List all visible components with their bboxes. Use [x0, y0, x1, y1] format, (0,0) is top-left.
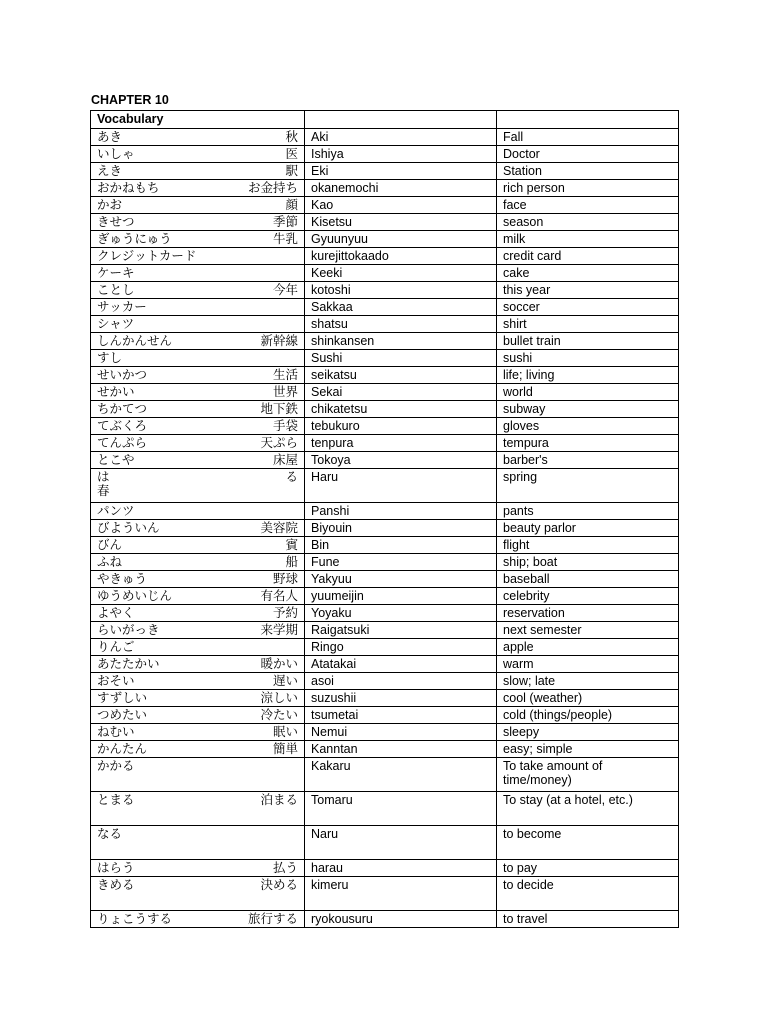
english-cell: flight: [497, 537, 679, 554]
romaji-cell: tenpura: [305, 435, 497, 452]
english-cell: easy; simple: [497, 741, 679, 758]
kanji-text: 決める: [260, 878, 298, 892]
kana-kanji-cell: [91, 520, 305, 537]
kanji-text: る: [285, 470, 298, 484]
romaji-cell: shinkansen: [305, 333, 497, 350]
kana-text: すし: [97, 351, 123, 365]
english-cell: reservation: [497, 605, 679, 622]
kana-kanji-cell: [91, 367, 305, 384]
kana-text: おかねもち: [97, 181, 160, 195]
english-cell: tempura: [497, 435, 679, 452]
vocabulary-table: [90, 110, 679, 928]
romaji-cell: Fune: [305, 554, 497, 571]
english-cell: slow; late: [497, 673, 679, 690]
kanji-text: 新幹線: [260, 334, 298, 348]
romaji-cell: Nemui: [305, 724, 497, 741]
table-row: [91, 214, 679, 231]
romaji-cell: tsumetai: [305, 707, 497, 724]
kanji-text: 野球: [272, 572, 298, 586]
table-row: [91, 384, 679, 401]
kanji-text: 来学期: [260, 623, 298, 637]
table-header-row: [91, 111, 679, 129]
kana-text: ことし: [97, 283, 135, 297]
romaji-cell: ryokousuru: [305, 911, 497, 928]
table-row: [91, 129, 679, 146]
romaji-cell: Kao: [305, 197, 497, 214]
kana-text: おそい: [97, 674, 135, 688]
kanji-text: 眠い: [272, 725, 298, 739]
romaji-cell: Yoyaku: [305, 605, 497, 622]
kanji-text: 手袋: [272, 419, 298, 433]
table-row: [91, 537, 679, 554]
english-cell: cool (weather): [497, 690, 679, 707]
kana-text: ふね: [97, 555, 123, 569]
english-cell: to decide: [497, 877, 679, 911]
table-row: [91, 792, 679, 826]
kana-kanji-cell: [91, 571, 305, 588]
table-row: [91, 163, 679, 180]
kana-text: きせつ: [97, 215, 135, 229]
kana-text: せいかつ: [97, 368, 148, 382]
kanji-text: 世界: [272, 385, 298, 399]
kanji-text: 牛乳: [272, 232, 298, 246]
romaji-cell: chikatetsu: [305, 401, 497, 418]
kana-text: シャツ: [97, 317, 135, 331]
table-row: [91, 452, 679, 469]
english-cell: apple: [497, 639, 679, 656]
kana-text: びよういん: [97, 521, 160, 535]
kana-text: つめたい: [97, 708, 148, 722]
table-row: [91, 622, 679, 639]
kana-kanji-cell: [91, 299, 305, 316]
kana-kanji-cell: [91, 554, 305, 571]
kanji-text-secondary: 春: [97, 484, 110, 498]
english-cell: rich person: [497, 180, 679, 197]
kana-kanji-cell: [91, 877, 305, 911]
english-cell: To take amount of time/money): [497, 758, 679, 792]
table-row: [91, 367, 679, 384]
english-cell: sushi: [497, 350, 679, 367]
kana-kanji-cell: [91, 656, 305, 673]
kanji-text: 駅: [285, 164, 298, 178]
kanji-text: 旅行する: [247, 912, 298, 926]
romaji-cell: Bin: [305, 537, 497, 554]
romaji-cell: Raigatsuki: [305, 622, 497, 639]
kana-text: なる: [97, 827, 123, 841]
table-row: [91, 605, 679, 622]
romaji-cell: yuumeijin: [305, 588, 497, 605]
kana-text: ゆうめいじん: [97, 589, 173, 603]
romaji-cell: Ringo: [305, 639, 497, 656]
romaji-cell: Eki: [305, 163, 497, 180]
table-row: [91, 316, 679, 333]
header-cell-vocabulary: Vocabulary: [91, 111, 305, 129]
english-cell: world: [497, 384, 679, 401]
kanji-text: 季節: [272, 215, 298, 229]
kanji-text: 美容院: [260, 521, 298, 535]
table-row: [91, 180, 679, 197]
english-cell: pants: [497, 503, 679, 520]
romaji-cell: Tokoya: [305, 452, 497, 469]
english-cell: Doctor: [497, 146, 679, 163]
kana-kanji-cell: [91, 401, 305, 418]
english-cell: Fall: [497, 129, 679, 146]
table-row: [91, 299, 679, 316]
kana-kanji-cell: [91, 622, 305, 639]
kanji-text: 簡単: [272, 742, 298, 756]
table-row: [91, 435, 679, 452]
kana-text: とこや: [97, 453, 135, 467]
header-cell-empty: [305, 111, 497, 129]
english-cell: milk: [497, 231, 679, 248]
romaji-cell: Biyouin: [305, 520, 497, 537]
table-row: [91, 656, 679, 673]
kana-kanji-cell: [91, 146, 305, 163]
kanji-text: 床屋: [272, 453, 298, 467]
english-cell: cake: [497, 265, 679, 282]
romaji-cell: seikatsu: [305, 367, 497, 384]
english-cell: barber's: [497, 452, 679, 469]
table-row: [91, 197, 679, 214]
english-cell: life; living: [497, 367, 679, 384]
english-cell: to travel: [497, 911, 679, 928]
kana-text: らいがっき: [97, 623, 160, 637]
table-row: [91, 911, 679, 928]
table-row: [91, 860, 679, 877]
romaji-cell: kimeru: [305, 877, 497, 911]
kanji-text: 賓: [285, 538, 298, 552]
kana-kanji-cell: [91, 282, 305, 299]
table-row: [91, 503, 679, 520]
romaji-cell: Haru: [305, 469, 497, 503]
kana-kanji-cell: [91, 469, 305, 503]
kana-kanji-cell: [91, 384, 305, 401]
kanji-text: 今年: [272, 283, 298, 297]
kana-text: せかい: [97, 385, 135, 399]
kana-text: とまる: [97, 793, 135, 807]
table-row: [91, 248, 679, 265]
kana-text: は: [97, 470, 110, 484]
kanji-text: 暖かい: [260, 657, 298, 671]
english-cell: credit card: [497, 248, 679, 265]
english-cell: ship; boat: [497, 554, 679, 571]
romaji-cell: Sakkaa: [305, 299, 497, 316]
kana-text: すずしい: [97, 691, 148, 705]
english-cell: bullet train: [497, 333, 679, 350]
kana-kanji-cell: [91, 826, 305, 860]
english-cell: Station: [497, 163, 679, 180]
table-row: [91, 741, 679, 758]
kana-text: あたたかい: [97, 657, 160, 671]
english-cell: subway: [497, 401, 679, 418]
table-row: [91, 146, 679, 163]
kanji-text: 有名人: [260, 589, 298, 603]
kana-kanji-cell: [91, 129, 305, 146]
table-row: [91, 639, 679, 656]
english-cell: this year: [497, 282, 679, 299]
kana-kanji-cell: [91, 333, 305, 350]
kana-text: ぎゅうにゅう: [97, 232, 172, 246]
kana-kanji-cell: [91, 639, 305, 656]
kana-text: きめる: [97, 878, 135, 892]
romaji-cell: Aki: [305, 129, 497, 146]
kana-kanji-cell: [91, 758, 305, 792]
kana-text: やきゅう: [97, 572, 148, 586]
kana-kanji-cell: [91, 690, 305, 707]
kana-kanji-cell: [91, 792, 305, 826]
table-row: [91, 826, 679, 860]
kanji-text: 船: [285, 555, 298, 569]
english-cell: face: [497, 197, 679, 214]
kana-text: いしゃ: [97, 147, 135, 161]
table-row: [91, 707, 679, 724]
kana-text: びん: [97, 538, 123, 552]
romaji-cell: Kanntan: [305, 741, 497, 758]
kanji-text: 秋: [285, 130, 298, 144]
kana-text: クレジットカード: [97, 249, 197, 263]
kana-kanji-cell: [91, 248, 305, 265]
romaji-cell: Sekai: [305, 384, 497, 401]
kanji-text: 泊まる: [260, 793, 298, 807]
header-cell-empty: [497, 111, 679, 129]
kanji-text: 遅い: [272, 674, 298, 688]
kanji-text: 冷たい: [260, 708, 298, 722]
english-cell: cold (things/people): [497, 707, 679, 724]
english-cell: season: [497, 214, 679, 231]
romaji-cell: Naru: [305, 826, 497, 860]
romaji-cell: Kakaru: [305, 758, 497, 792]
table-row: [91, 758, 679, 792]
english-cell: To stay (at a hotel, etc.): [497, 792, 679, 826]
kana-kanji-cell: [91, 588, 305, 605]
romaji-cell: Tomaru: [305, 792, 497, 826]
romaji-cell: asoi: [305, 673, 497, 690]
table-row: [91, 673, 679, 690]
kana-kanji-cell: [91, 673, 305, 690]
romaji-cell: Gyuunyuu: [305, 231, 497, 248]
romaji-cell: Panshi: [305, 503, 497, 520]
table-row: [91, 724, 679, 741]
english-cell: sleepy: [497, 724, 679, 741]
table-row: [91, 265, 679, 282]
kana-kanji-cell: [91, 197, 305, 214]
english-cell: baseball: [497, 571, 679, 588]
table-row: [91, 333, 679, 350]
kana-kanji-cell: [91, 163, 305, 180]
kanji-text: 生活: [272, 368, 298, 382]
kana-text: てぶくろ: [97, 419, 148, 433]
kana-kanji-cell: [91, 316, 305, 333]
kana-kanji-cell: [91, 707, 305, 724]
kana-text: えき: [97, 164, 123, 178]
romaji-cell: shatsu: [305, 316, 497, 333]
english-cell: warm: [497, 656, 679, 673]
romaji-cell: harau: [305, 860, 497, 877]
english-cell: gloves: [497, 418, 679, 435]
kanji-text: 涼しい: [260, 691, 298, 705]
kana-text: ケーキ: [97, 266, 135, 280]
kana-kanji-cell: [91, 911, 305, 928]
romaji-cell: tebukuro: [305, 418, 497, 435]
romaji-cell: kotoshi: [305, 282, 497, 299]
kana-text: かかる: [97, 759, 135, 773]
kana-kanji-cell: [91, 537, 305, 554]
romaji-cell: Kisetsu: [305, 214, 497, 231]
table-row: [91, 418, 679, 435]
english-cell: soccer: [497, 299, 679, 316]
kana-kanji-cell: [91, 605, 305, 622]
romaji-cell: okanemochi: [305, 180, 497, 197]
romaji-cell: suzushii: [305, 690, 497, 707]
kana-kanji-cell: [91, 741, 305, 758]
kana-text: はらう: [97, 861, 135, 875]
table-row: [91, 350, 679, 367]
table-row: [91, 690, 679, 707]
table-row: [91, 231, 679, 248]
table-row: [91, 282, 679, 299]
english-cell: to pay: [497, 860, 679, 877]
kanji-text: 顔: [285, 198, 298, 212]
kana-text: よやく: [97, 606, 135, 620]
kana-kanji-cell: [91, 503, 305, 520]
romaji-cell: Atatakai: [305, 656, 497, 673]
kana-kanji-cell: [91, 724, 305, 741]
table-row: [91, 554, 679, 571]
table-row: [91, 877, 679, 911]
english-cell: spring: [497, 469, 679, 503]
kana-text: りんご: [97, 640, 135, 654]
kana-text: あき: [97, 130, 123, 144]
kana-text: りょこうする: [97, 912, 173, 926]
romaji-cell: Yakyuu: [305, 571, 497, 588]
romaji-cell: Sushi: [305, 350, 497, 367]
kana-kanji-cell: [91, 180, 305, 197]
table-row: [91, 401, 679, 418]
kana-text: かんたん: [97, 742, 148, 756]
kana-text: サッカー: [97, 300, 147, 314]
kana-kanji-cell: [91, 350, 305, 367]
kana-kanji-cell: [91, 435, 305, 452]
kana-kanji-cell: [91, 418, 305, 435]
table-row: [91, 469, 679, 503]
kana-text: かお: [97, 198, 123, 212]
chapter-title: CHAPTER 10: [91, 93, 169, 107]
table-row: [91, 588, 679, 605]
kana-text: てんぷら: [97, 436, 148, 450]
kana-kanji-cell: [91, 231, 305, 248]
romaji-cell: Ishiya: [305, 146, 497, 163]
english-cell: shirt: [497, 316, 679, 333]
kanji-text: 医: [285, 147, 298, 161]
kana-kanji-cell: [91, 214, 305, 231]
kana-text: ちかてつ: [97, 402, 148, 416]
table-row: [91, 520, 679, 537]
kana-text: しんかんせん: [97, 334, 173, 348]
kana-text: パンツ: [97, 504, 135, 518]
kanji-text: 払う: [272, 861, 298, 875]
romaji-cell: kurejittokaado: [305, 248, 497, 265]
romaji-cell: Keeki: [305, 265, 497, 282]
kanji-text: 予約: [272, 606, 298, 620]
kanji-text: 地下鉄: [260, 402, 298, 416]
english-cell: beauty parlor: [497, 520, 679, 537]
english-cell: celebrity: [497, 588, 679, 605]
english-cell: to become: [497, 826, 679, 860]
english-cell: next semester: [497, 622, 679, 639]
table-row: [91, 571, 679, 588]
kanji-text: お金持ち: [247, 181, 298, 195]
kana-text: ねむい: [97, 725, 135, 739]
kana-kanji-cell: [91, 860, 305, 877]
kana-kanji-cell: [91, 265, 305, 282]
kana-kanji-cell: [91, 452, 305, 469]
kanji-text: 天ぷら: [260, 436, 298, 450]
